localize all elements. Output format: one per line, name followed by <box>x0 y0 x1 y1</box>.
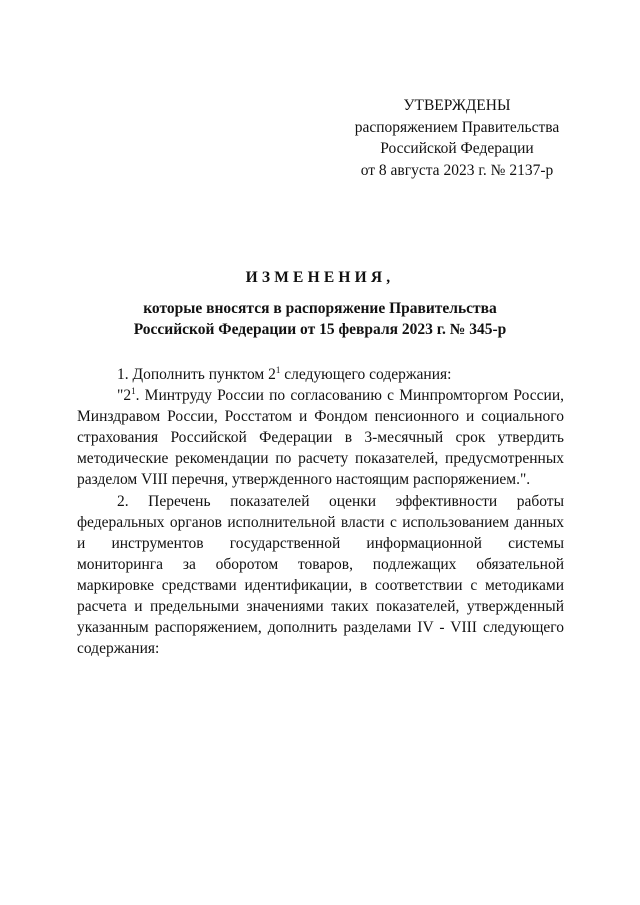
paragraph-2 <box>77 385 564 490</box>
paragraph-2-text-start: "2 <box>117 387 132 405</box>
paragraph-2-text-end: . Минтруду России по согласованию с Минпромторгом России, Минздравом России, Росстатом и Фондом пенсионного и социального страхования Российской Федерации в 3-месячный срок утвердить методические рекомендации по расчету показателей, предусмотренных разделом VIII перечня, утвержденного настоящим распоряжением.". <box>77 387 564 489</box>
approval-block <box>348 95 566 181</box>
paragraph-1-superscript: 1 <box>275 365 281 375</box>
document-title: ИЗМЕНЕНИЯ, <box>245 269 395 286</box>
document-body <box>77 364 564 659</box>
paragraph-1 <box>77 364 564 385</box>
paragraph-2-superscript: 1 <box>131 386 136 397</box>
approval-line-1: распоряжением Правительства <box>354 118 560 136</box>
paragraph-3: 2. Перечень показателей оценки эффективности работы федеральных органов исполнительной власти с использованием данных и инструментов государственной информационной системы мониторинга за оборотом товаров, подлежащих обязательной маркировке средствами идентификации, в соответствии с методиками расчета и предельными значениями таких показателей, утвержденный указанным распоряжением, дополнить разделами IV - VIII следующего содержания: <box>77 492 564 658</box>
subtitle-line-1: которые вносятся в распоряжение Правительства <box>143 300 497 317</box>
approval-line-3: от 8 августа 2023 г. № 2137-р <box>360 161 554 179</box>
document-subtitle <box>0 298 640 340</box>
paragraph-1-text-start: 1. Дополнить пунктом 2 <box>117 366 276 383</box>
approval-line-2: Российской Федерации <box>380 140 534 157</box>
paragraph-1-text-end: следующего содержания: <box>280 366 452 383</box>
subtitle-line-2: Российской Федерации от 15 февраля 2023 г. № 345-р <box>133 321 507 338</box>
approval-heading: УТВЕРЖДЕНЫ <box>403 97 511 114</box>
